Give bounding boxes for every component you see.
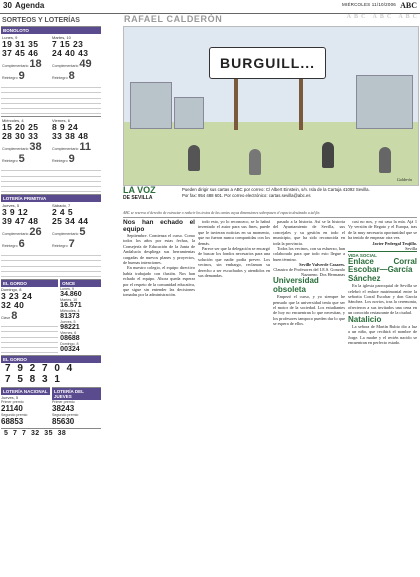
letter-paragraph: Parece ser que la delegación se encargó de buscar los fondos necesarios para una solución que nadie podía prever. Los vecinos, sin embargo, reclaman su derecho a ser escuchados y atendidos en sus demandas.	[198, 246, 270, 279]
once-box: ONCE Lunes, 9 34.860 Martes, 10 16.571 Miércoles, 4 81373 Jueves, 5 98221 Viernes, 6 08688 Domingo, 8 00324	[60, 279, 101, 353]
comp-label: Complementario	[52, 64, 79, 68]
nacional-box: LOTERÍA NACIONAL Jueves, 5 Primer premio 21140 Segundo premio 68853	[1, 387, 50, 426]
primitiva-box	[1, 194, 101, 277]
nacional-header: LOTERÍA NACIONAL	[1, 388, 50, 395]
columnist-name: RAFAEL CALDERÓN	[124, 14, 223, 24]
prize-table	[1, 166, 101, 192]
letter-paragraph: Septiembre. Comienza el curso. Como todos los años por estas fechas, la Consejería de Educación de la Junta de Andalucía despliega sus herramientas cargadas de nuevos planes y proyectos, de buenas intenciones.	[123, 233, 195, 266]
gordo-numbers: 3 23 24 32 40	[1, 291, 33, 310]
section-label: VIDA SOCIAL	[348, 251, 417, 258]
letter-author: Seville Valverde Casares.	[299, 262, 345, 268]
gordo-header: EL GORDO	[1, 280, 58, 287]
comp-value: 18	[29, 58, 42, 70]
watermark: ABC ABC ABC	[346, 14, 420, 20]
draw-day: Viernes, 6	[52, 118, 70, 124]
section-name: Agenda	[15, 1, 45, 10]
voz-info-line: Pueden dirigir sus cartas a ABC por correo: C/ Albert Einstein, s/n. Isla de la Cartuja 41092 Sevilla.	[182, 187, 370, 192]
lottery-column	[0, 14, 102, 574]
social-paragraph: En la iglesia parroquial de Sevilla se celebró el enlace matrimonial entre la señorita Corral Escobar y don García Sánchez. Los novios, tras la ceremonia, ofrecieron a sus invitados una cena en un conocido restaurante de la ciudad.	[348, 283, 417, 316]
rein-value: 9	[18, 70, 25, 82]
quiniela-numbers: 7 9 2 7 0 4 7 5 8 3 1	[5, 363, 73, 386]
voz-info-line: Por fax: 954 488 601. Por correo electrónico: cartas.sevilla@abc.es	[182, 192, 311, 198]
voz-subtitle: DE SEVILLA	[123, 195, 153, 201]
nacional-jueves-box: LOTERÍA DEL JUEVES Primer premio 38243 Segundo premio 85630	[52, 387, 101, 426]
rein-label: Reintegro	[2, 76, 18, 80]
draw-tuesday	[51, 34, 101, 83]
bonoloto-box	[1, 26, 101, 114]
draw-day: Domingo, 8	[1, 287, 22, 292]
letter-headline: Universidad obsoleta	[273, 276, 319, 294]
draw-wednesday: Miércoles, 4 15 20 25 28 30 33 Complementario 38 Reintegro 5	[1, 117, 51, 166]
letters-column-3	[273, 219, 345, 574]
letter-paragraph: Todos los vecinos, con su esfuerzo, han colaborado para que todo esto llegue a buen término.	[273, 246, 345, 262]
social-headline: Enlace Corral Escobar—García Sánchez	[348, 256, 417, 283]
letter-paragraph: pasado a la historia. Así se la historia del Ayuntamiento de Sevilla, sus concejales y su gestión en todo el municipio, que ha sido reconocida en toda la provincia.	[273, 219, 345, 246]
gordo-box: EL GORDO Domingo, 8 3 23 24 32 40 Clave 8	[1, 279, 58, 353]
issue-date: MIÉRCOLES 11/10/2006	[342, 2, 396, 7]
letter-paragraph: todo esto, yo lo reconozco, se lo habrá inventado el autor para sus fines, puede que le tuvieran noticias en su momento, que no fueron nunca compartidas con los demás.	[198, 219, 270, 246]
prize-table	[1, 83, 101, 114]
voz-title: LA VOZ	[123, 185, 156, 195]
voz-masthead	[123, 186, 179, 210]
draw-monday	[1, 34, 51, 83]
bonoloto-header: BONOLOTO	[1, 27, 101, 34]
voz-contact-info	[182, 187, 416, 198]
draw-numbers: 15 20 25 28 30 33	[2, 122, 39, 142]
letter-paragraph: casi no nos, y mi casa la mía. Ajá 1 Vy versión de Regato y el Europa, tras de la muy necesaria oportunidad que se ha tenido de empezar otra vez.	[348, 219, 417, 241]
editorial-notice: ABC se reserva el derecho de extractar o reducir los textos de las cartas cuyas dimensiones sobrepasen el espacio destinado a tal fin.	[123, 211, 417, 218]
letter-paragraph: En nuestro colegio, el equipo directivo había trabajado con ilusión. Nos han echado el equipo. Ahora queda esperar por el respeto de la comunidad educativa, que sigue sin entender las decisiones tomadas por la administración.	[123, 265, 195, 298]
cartoon-illustration	[123, 26, 419, 186]
comp-label: Complementario	[2, 64, 29, 68]
cartoon-signature: Calderón	[396, 177, 412, 182]
draw-numbers: 8 9 24 33 38 48	[52, 122, 89, 142]
draw-friday: Viernes, 6 8 9 24 33 38 48 Complementario 11 Reintegro 9	[51, 117, 101, 166]
comp-value: 49	[79, 58, 92, 70]
quiniela-header: EL GORDO	[1, 356, 101, 363]
quiniela-box	[1, 355, 101, 385]
cartoon-sign: BURGUILL...	[209, 47, 326, 79]
letter-author: Javier Pedregal Trujillo.	[372, 240, 417, 246]
rein-label: Reintegro	[52, 76, 68, 80]
draw-saturday: Sábado, 7 2 4 5 25 34 44 Complementario 5 Reintegro 7	[52, 203, 89, 251]
letters-column-1	[123, 219, 195, 574]
bonoloto2-box	[1, 116, 101, 192]
rein-value: 8	[68, 70, 75, 82]
page-header	[0, 0, 420, 14]
letter-headline: Nos han echado el equipo	[123, 219, 195, 233]
draw-day: Martes, 10	[52, 35, 71, 40]
letter-paragraph: Empezó el curso, y yo siempre he pensado que la universidad tenía que ser el motor de la sociedad. Los estudiantes de hoy no encuentran lo que necesitan, y los profesores tampoco pueden dar lo que se espera de ellos.	[273, 294, 345, 327]
letters-column-2	[198, 219, 270, 574]
bottom-draw: 5 7 7 32 35 38	[1, 428, 101, 438]
page-number: 30	[3, 1, 12, 10]
draw-thursday: Jueves, 5 3 9 12 39 47 48 Complementario 26 Reintegro 6	[2, 203, 42, 251]
letters-column-4	[348, 219, 417, 574]
prize-table	[1, 251, 101, 277]
draw-day: Miércoles, 4	[2, 118, 24, 124]
letter-author-place: Claustro de Profesores del I.E.S. Gonzalo Nazareno. Dos Hermanas	[273, 267, 345, 278]
gordo-once-row	[0, 279, 102, 355]
draw-numbers: 7 15 23 24 40 43	[52, 39, 89, 58]
letter-author-place: Sevilla	[405, 245, 417, 251]
draw-day: Lunes, 9	[2, 35, 18, 40]
social-headline: Natalicio	[348, 314, 382, 324]
lottery-title: SORTEOS Y LOTERÍAS	[2, 17, 80, 24]
draw-numbers: 19 31 35 37 45 46	[2, 39, 39, 58]
once-header: ONCE	[60, 280, 101, 287]
social-paragraph: La señora de Martín Rubio dio a luz a un niño, que recibirá el nombre de Jorge. La madre y el recién nacido se encuentran en perfecto estado.	[348, 324, 417, 346]
nacional-row	[0, 387, 102, 428]
primitiva-header: LOTERÍA PRIMITIVA	[1, 195, 101, 202]
brand-logo: ABC	[400, 1, 417, 10]
